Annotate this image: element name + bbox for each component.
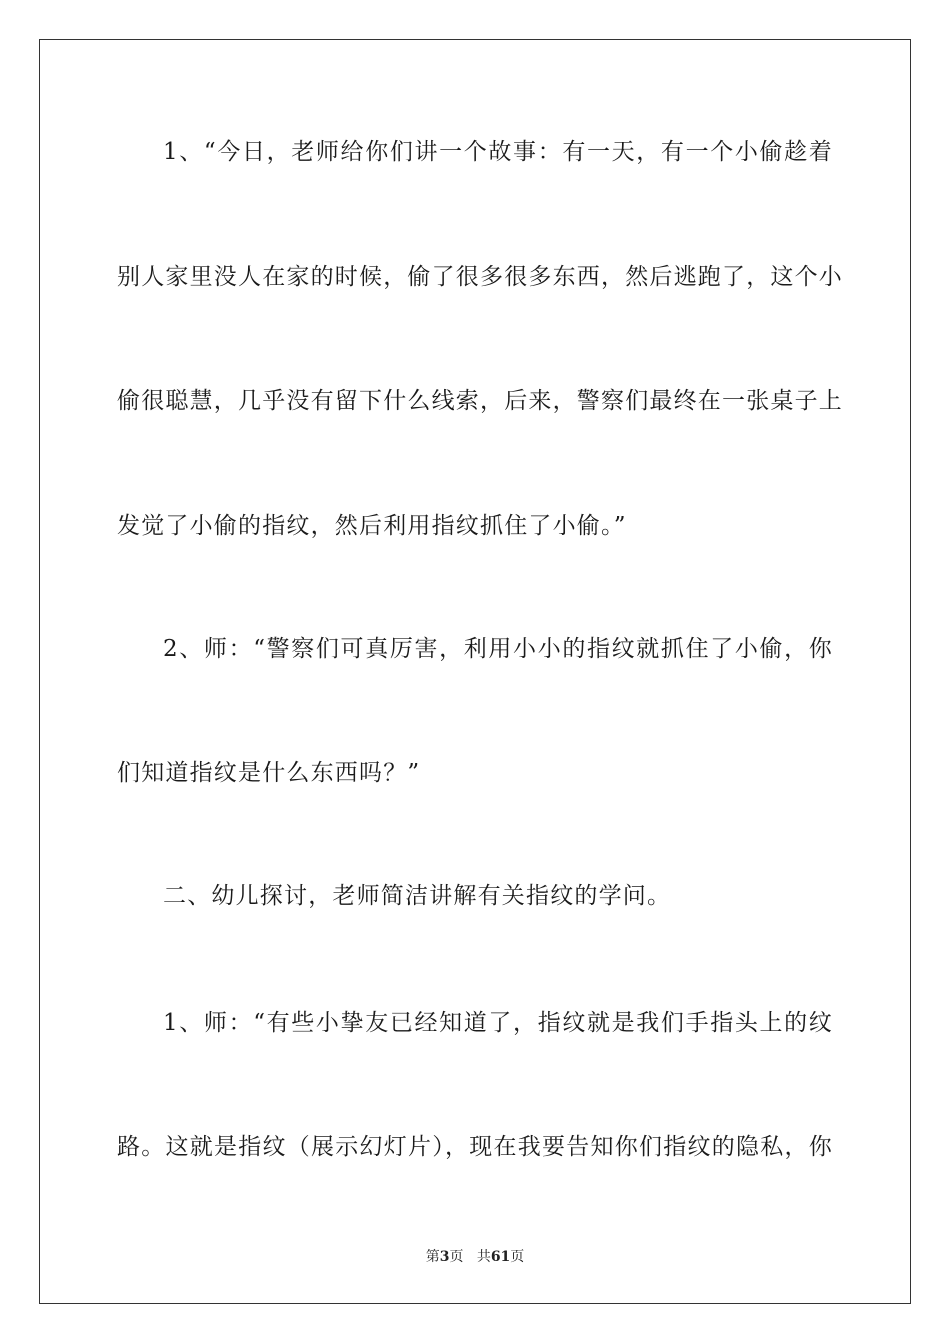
page-border (39, 39, 911, 1304)
footer-page-number: 3 (439, 1249, 450, 1265)
paragraph-2-line-1: 2、师：“警察们可真厉害，利用小小的指纹就抓住了小偷，你 (163, 636, 833, 662)
paragraph-2-line-2: 们知道指纹是什么东西吗？” (117, 760, 421, 786)
paragraph-1-line-4: 发觉了小偷的指纹，然后利用指纹抓住了小偷。” (117, 513, 627, 539)
page-footer (0, 1248, 950, 1266)
footer-page-prefix: 第 (425, 1249, 440, 1265)
footer-total-prefix: 共 (476, 1249, 491, 1265)
paragraph-1-line-3: 偷很聪慧，几乎没有留下什么线索，后来，警察们最终在一张桌子上 (117, 388, 843, 414)
paragraph-3-line-2: 路。这就是指纹（展示幻灯片），现在我要告知你们指纹的隐私，你 (117, 1134, 833, 1160)
footer-total-suffix: 页 (510, 1249, 525, 1265)
section-heading: 二、幼儿探讨，老师简洁讲解有关指纹的学问。 (163, 883, 672, 909)
paragraph-3-line-1: 1、师：“有些小挚友已经知道了，指纹就是我们手指头上的纹 (163, 1010, 833, 1036)
footer-page-suffix: 页 (449, 1249, 464, 1265)
paragraph-1-line-2: 别人家里没人在家的时候，偷了很多很多东西，然后逃跑了，这个小 (117, 264, 843, 290)
paragraph-1-line-1: 1、“今日，老师给你们讲一个故事：有一天，有一个小偷趁着 (163, 139, 833, 165)
footer-total-pages: 61 (490, 1249, 511, 1265)
